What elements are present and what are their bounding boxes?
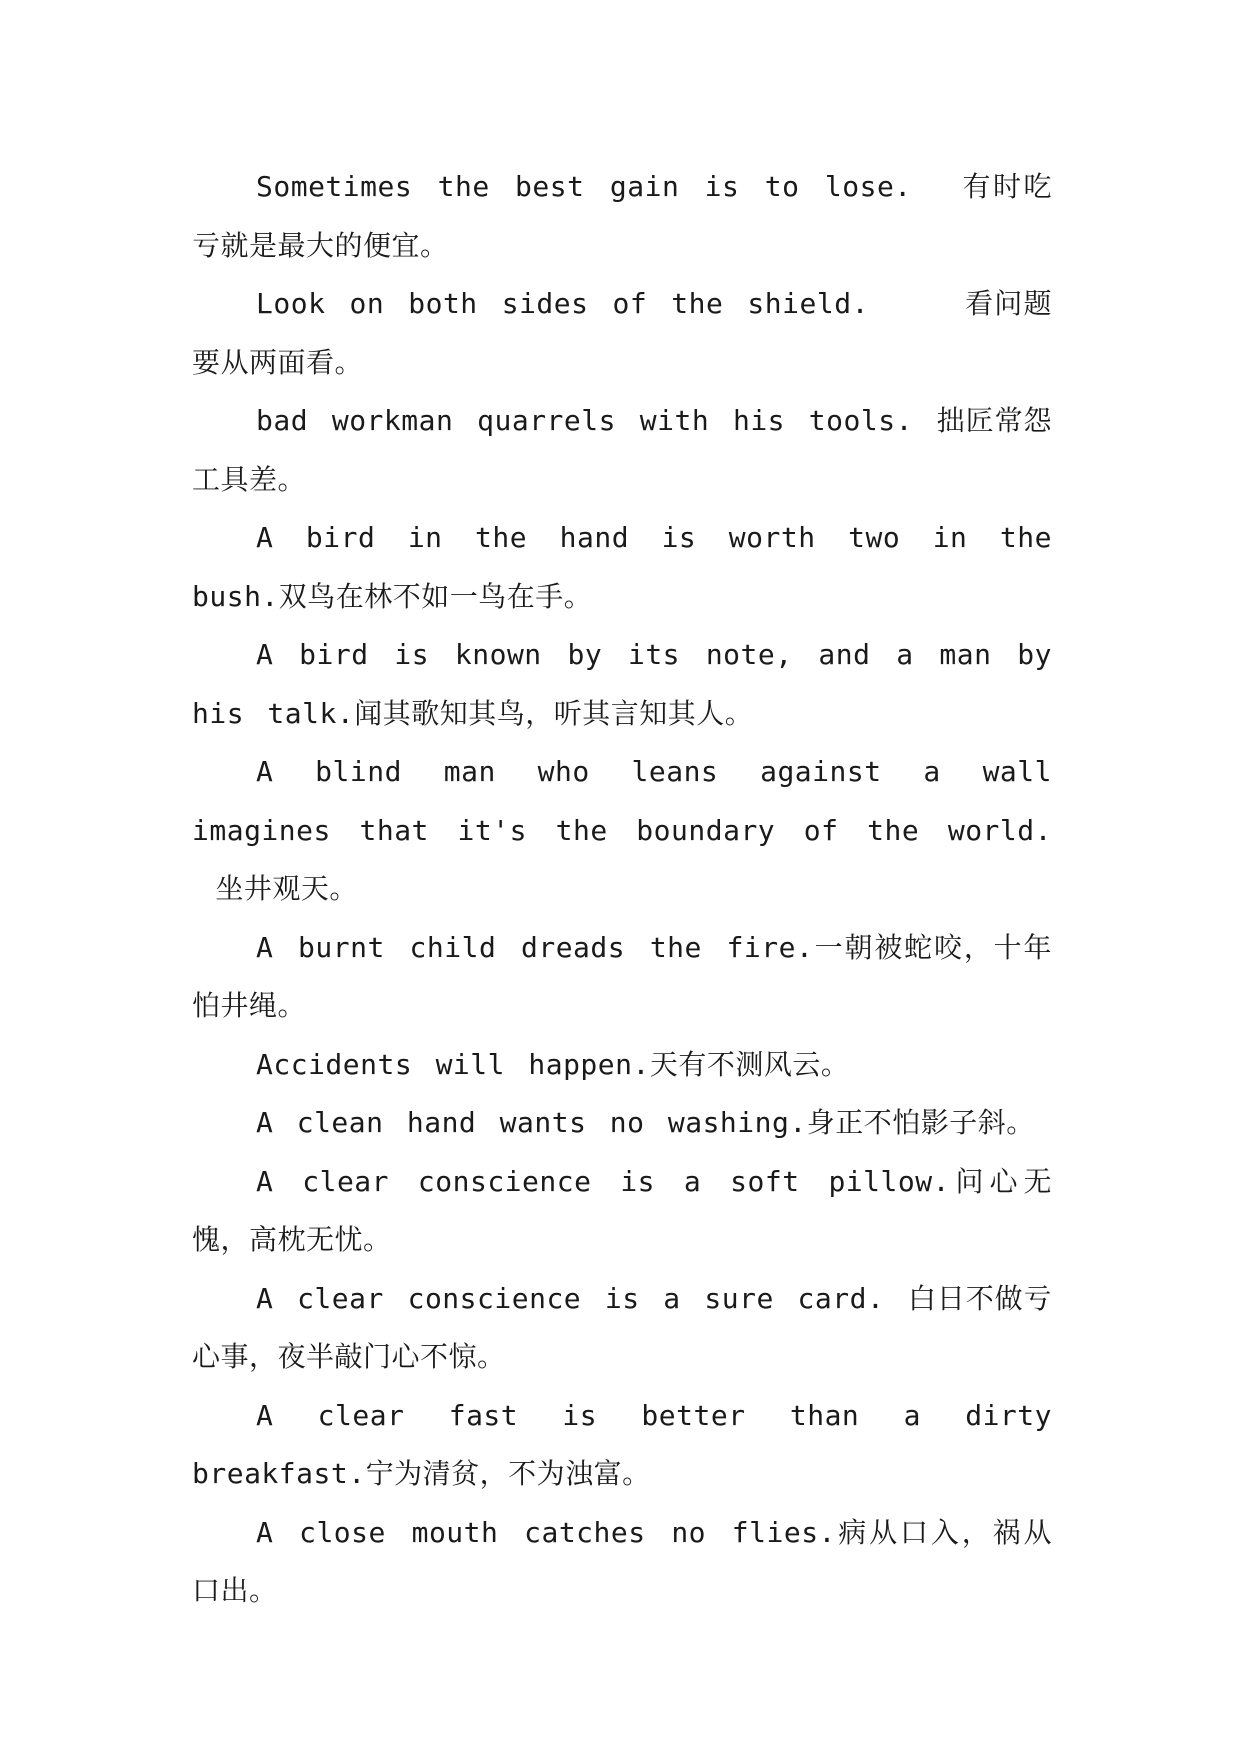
proverb-chinese: 问心无愧，高枕无忧。 [192,1164,1052,1256]
proverb-english: A close mouth catches no flies. [256,1515,836,1549]
proverb-paragraph [192,1504,1052,1621]
proverb-paragraph [192,1387,1052,1504]
proverb-paragraph [192,1270,1052,1387]
proverb-chinese: 拙匠常怨工具差。 [192,404,1052,496]
proverb-paragraph [192,392,1052,509]
proverb-paragraph [192,626,1052,743]
proverb-chinese: 坐井观天。 [215,872,358,905]
proverb-paragraph [192,158,1052,275]
proverb-paragraph [192,1036,1052,1095]
proverb-english: A bird in the hand is worth two in the bush. [192,521,1052,613]
proverb-list [192,158,1052,1621]
proverb-english: Sometimes the best gain is to lose. [256,170,912,203]
proverb-chinese: 一朝被蛇咬，十年怕井绳。 [192,930,1052,1022]
proverb-chinese: 闻其歌知其鸟，听其言知其人。 [354,696,754,730]
proverb-paragraph [192,743,1052,919]
proverb-english: A blind man who leans against a wall imagines that it's the boundary of the world. [192,755,1052,847]
proverb-english: A clean hand wants no washing. [256,1106,807,1139]
proverb-english: bad workman quarrels with his tools. [256,404,913,437]
proverb-english: Accidents will happen. [256,1047,650,1081]
proverb-chinese: 双鸟在林不如一鸟在手。 [278,579,593,613]
proverb-paragraph [192,1153,1052,1270]
proverb-chinese: 身正不怕影子斜。 [806,1106,1035,1139]
proverb-english: A burnt child dreads the fire. [256,930,814,964]
proverb-english: A clear conscience is a soft pillow. [256,1164,950,1198]
proverb-english: A clear fast is better than a dirty breakfast. [192,1398,1052,1490]
proverb-paragraph [192,509,1052,626]
proverb-chinese: 宁为清贫，不为浊富。 [365,1457,651,1490]
proverb-paragraph [192,275,1052,392]
proverb-chinese: 病从口入，祸从口出。 [192,1515,1052,1607]
proverb-paragraph [192,919,1052,1036]
proverb-chinese: 有时吃亏就是最大的便宜。 [192,170,1052,262]
proverb-english: A bird is known by its note, and a man by his talk. [192,638,1052,730]
proverb-chinese: 看问题要从两面看。 [192,287,1052,379]
proverb-paragraph [192,1094,1052,1153]
proverb-chinese: 天有不测风云。 [649,1047,850,1081]
proverb-chinese: 白日不做亏心事，夜半敲门心不惊。 [192,1281,1052,1373]
proverb-english: A clear conscience is a sure card. [256,1281,885,1315]
proverb-english: Look on both sides of the shield. [256,287,869,320]
